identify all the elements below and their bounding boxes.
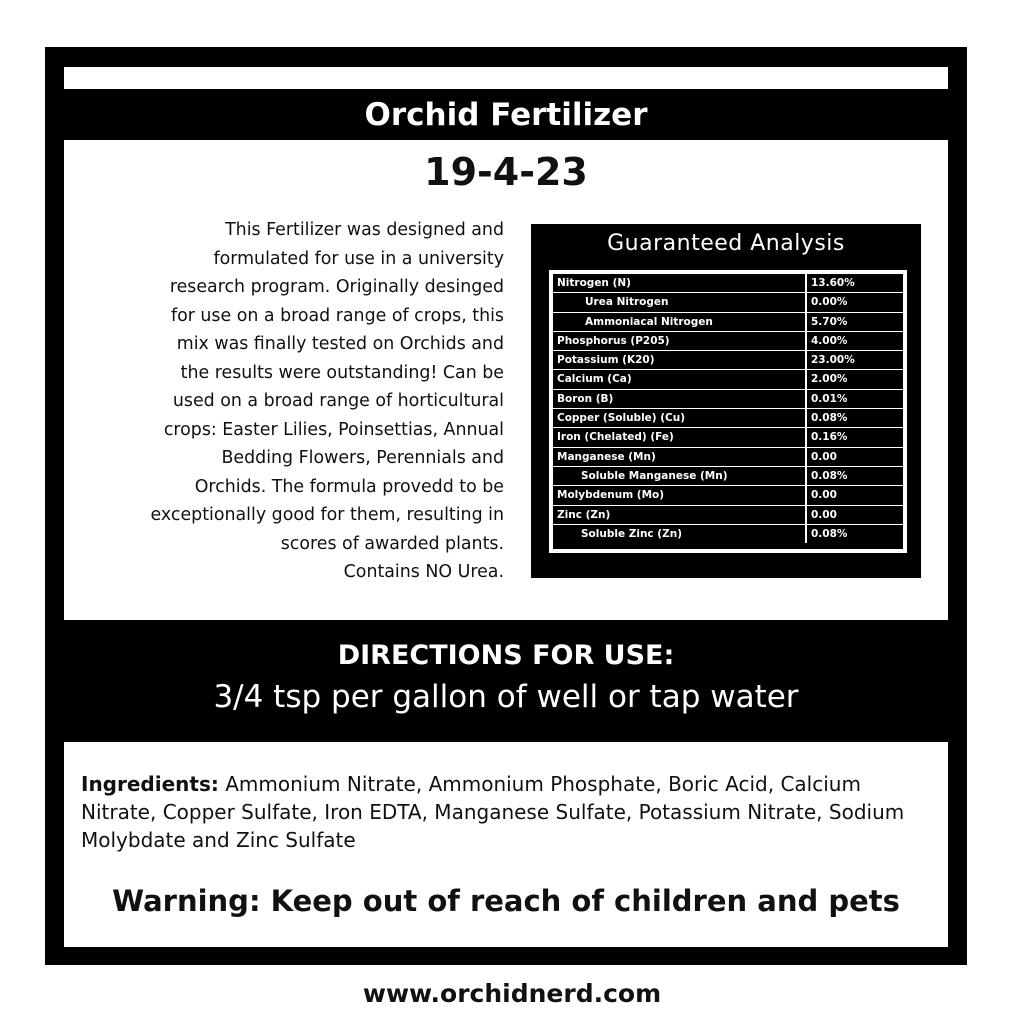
ingredients-label: Ingredients: <box>81 772 219 796</box>
description-line: the results were outstanding! Can be <box>180 362 504 383</box>
analysis-nutrient-name: Manganese (Mn) <box>553 448 807 466</box>
description-line: mix was finally tested on Orchids and <box>176 334 504 354</box>
analysis-row <box>553 351 903 370</box>
analysis-nutrient-value: 0.00 <box>811 489 837 502</box>
analysis-nutrient-value: 0.08% <box>811 412 848 425</box>
analysis-nutrient-name: Calcium (Ca) <box>553 370 807 388</box>
analysis-nutrient-value: 0.08% <box>811 469 848 482</box>
analysis-row <box>553 390 903 409</box>
analysis-row <box>553 409 903 428</box>
analysis-nutrient-value: 13.60% <box>811 277 855 289</box>
guaranteed-analysis-box <box>531 224 921 578</box>
description-line: for use on a broad range of crops, this <box>170 305 504 326</box>
description-line: research program. Originally desinged <box>169 277 504 297</box>
analysis-nutrient-value: 0.00% <box>811 296 848 309</box>
analysis-nutrient-value: 0.00 <box>811 508 837 521</box>
analysis-nutrient-name: Soluble Manganese (Mn) <box>553 467 807 485</box>
top-strip <box>64 67 948 89</box>
website-url[interactable]: www.orchidnerd.com <box>362 979 662 1008</box>
description-line: exceptionally good for them, resulting in <box>150 505 504 525</box>
analysis-nutrient-name: Potassium (K20) <box>553 351 807 369</box>
npk-ratio: 19-4-23 <box>424 150 588 194</box>
analysis-nutrient-name: Ammoniacal Nitrogen <box>553 313 807 331</box>
analysis-row <box>553 525 903 543</box>
ingredients-list: Ammonium Nitrate, Ammonium Phosphate, Boric Acid, Calcium Nitrate, Copper Sulfate, Iron EDTA, Manganese Sulfate, Potassium Nitrate, Sodium Molybdate and Zinc Sulfate <box>81 772 905 852</box>
analysis-nutrient-name: Iron (Chelated) (Fe) <box>553 428 807 446</box>
directions-text: 3/4 tsp per gallon of well or tap water <box>213 679 799 715</box>
analysis-nutrient-name: Molybdenum (Mo) <box>553 486 807 504</box>
guaranteed-analysis-title: Guaranteed Analysis <box>607 231 845 256</box>
bottom-panel <box>64 742 948 947</box>
warning-text: Warning: Keep out of reach of children and pets <box>112 884 900 918</box>
description-line: used on a broad range of horticultural <box>172 391 504 411</box>
analysis-nutrient-value: 4.00% <box>811 334 848 347</box>
analysis-row <box>553 467 903 486</box>
analysis-row <box>553 293 903 312</box>
analysis-nutrient-name: Copper (Soluble) (Cu) <box>553 409 807 427</box>
analysis-nutrient-value: 23.00% <box>811 354 855 367</box>
analysis-nutrient-name: Zinc (Zn) <box>553 506 807 524</box>
description-line: Contains NO Urea. <box>343 562 504 582</box>
analysis-row <box>553 332 903 351</box>
analysis-nutrient-value: 0.00 <box>811 450 837 463</box>
analysis-nutrient-value: 0.16% <box>811 431 848 444</box>
analysis-row <box>553 506 903 525</box>
analysis-row <box>553 274 903 293</box>
product-description <box>74 216 504 587</box>
analysis-nutrient-name: Nitrogen (N) <box>553 274 807 292</box>
description-line: Bedding Flowers, Perennials and <box>221 448 504 468</box>
analysis-row <box>553 313 903 332</box>
description-line: formulated for use in a university <box>213 248 504 269</box>
product-title: Orchid Fertilizer <box>364 97 648 133</box>
description-line: scores of awarded plants. <box>280 533 504 554</box>
analysis-nutrient-name: Phosphorus (P205) <box>553 332 807 350</box>
directions-heading: DIRECTIONS FOR USE: <box>337 640 675 671</box>
ingredients-paragraph <box>81 770 931 854</box>
analysis-row <box>553 486 903 505</box>
analysis-row <box>553 448 903 467</box>
description-line: Orchids. The formula provedd to be <box>194 476 504 497</box>
description-line: This Fertilizer was designed and <box>225 220 504 240</box>
analysis-row <box>553 370 903 389</box>
main-panel <box>64 140 948 620</box>
analysis-nutrient-name: Boron (B) <box>553 390 807 408</box>
analysis-nutrient-value: 0.01% <box>811 392 848 405</box>
analysis-row <box>553 428 903 447</box>
analysis-nutrient-name: Soluble Zinc (Zn) <box>553 525 807 543</box>
analysis-nutrient-value: 2.00% <box>811 373 848 386</box>
analysis-nutrient-value: 0.08% <box>811 527 848 540</box>
analysis-nutrient-value: 5.70% <box>811 315 848 328</box>
description-line: crops: Easter Lilies, Poinsettias, Annual <box>163 419 504 440</box>
analysis-table <box>553 274 903 549</box>
analysis-nutrient-name: Urea Nitrogen <box>553 293 807 311</box>
analysis-table-border <box>549 270 907 553</box>
